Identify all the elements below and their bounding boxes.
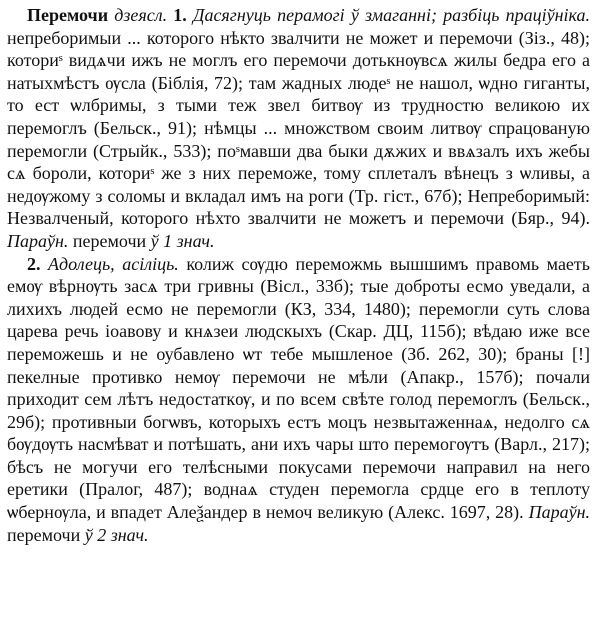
entry-text-segment: перемочи <box>68 230 151 251</box>
sense-paragraph-2 <box>7 253 590 547</box>
entry-text-segment: Параўн. <box>7 230 69 251</box>
entry-text-segment: перемочи <box>7 524 85 545</box>
entry-text-segment: Параўн. <box>528 502 590 523</box>
entry-text-segment: Дасягнуць перамогі ў змаганні; разбіць праціўніка. <box>186 5 590 25</box>
sense-paragraph-1 <box>7 4 590 253</box>
entry-text-segment: Адолець, асіліць. <box>40 253 179 274</box>
entry-text-segment: ў 1 знач. <box>150 230 215 251</box>
sense-1-text <box>7 5 590 251</box>
entry-text-segment: колиж сѹдю переможмь вышшимъ правомь маеть емѹ вѣрнѹть засѧ три гривны (Вісл., 33б); тые доброты есмо уведали, а лихихъ людей есмо не перемогли (КЗ, 334, 1480); перемогли суть слова царева речь іоавову и кнѧзеи людскыхъ (Скар. ДЦ, 115б); вѣдаю иже все переможешь и не оубавлено ѡт тебе мышленое (Зб. 262, 30); браны [!] пекелные противко немѹ перемочи не мѣли (Апакр., 157б); почали приходит сем лѣтъ недостаткѹ, и по всем свѣте голод перемоглъ (Бельск., 29б); противныи богѡвъ, которыхъ естъ моцъ незвытаженнаѧ, недолго сѧ бѹдѹть насмѣват и потѣшать, ани ихъ чары што перемогѹтъ (Варл., 217); бѣсъ не могучи его телѣсными покусами перемочи направил на него еретики (Пралог, 487); воднаѧ студен перемогла срдце его в теплоту ѡбернѹла, и впадет Алеѯандер в немоч великую (Алекс. 1697, 28). <box>7 253 590 523</box>
entry-text-segment: 1. <box>173 5 187 25</box>
entry-text-segment: 2. <box>27 253 41 274</box>
entry-text-segment: непреборимыи ... которого нѣкто звалчити не может и перемочи (Зіз., 48); коториˢ видѧчи ижъ не моглъ его перемочи дотькнѹвсѧ жилы бедра его а натыхмѣстъ ѹсла (Біблія, 72); там жадных людеˢ не нашол, ѡдно гиганты, то ест ѡлбримы, з тыми теж звел битвѹ из трудностю великою их перемоглъ (Бельск., 91); нѣмцы ... множством своим литвѹ спрацованую перемогли (Стрыйк., 533); поˢмавши два быки дѫжих и ввѧзалъ ихъ жебы сѧ бороли, коториˢ же з них переможе, тому сплеталъ вѣнецъ з ѡливы, а недѹжому з соломы и вкладал имъ на роги (Тр. гіст., 67б); Непреборимый: Незвалченый, которого нѣхто звалчити не можетъ и перемочи (Бяр., 94). <box>7 27 590 229</box>
entry-text-segment: дзеясл. <box>108 5 174 25</box>
entry-text-segment: ў 2 знач. <box>84 524 149 545</box>
headword: Перемочи <box>27 5 109 25</box>
dictionary-entry <box>7 4 590 546</box>
